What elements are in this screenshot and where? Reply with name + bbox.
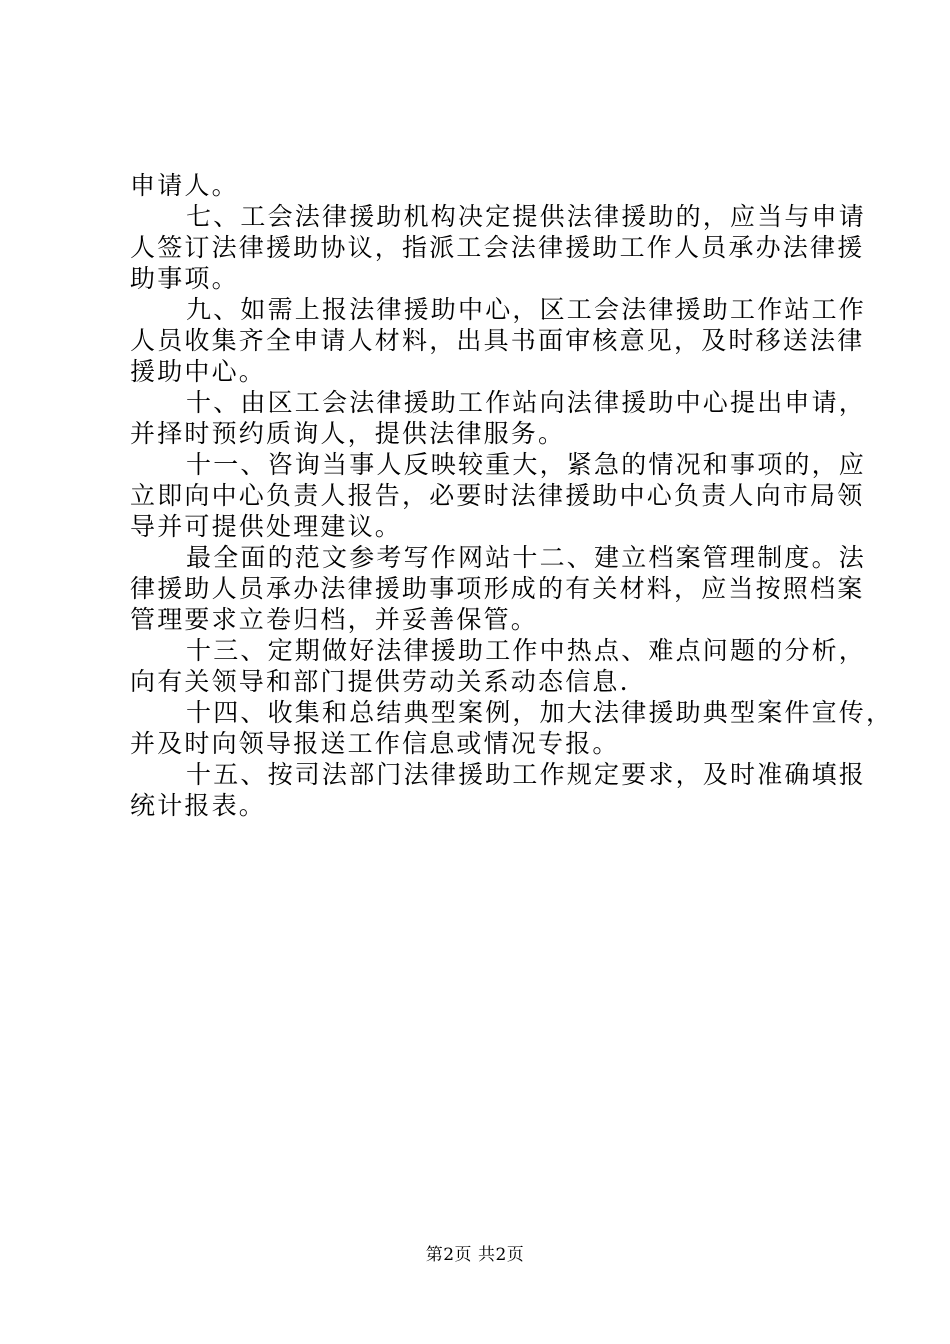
paragraph-line: 申请人。 <box>130 171 239 200</box>
paragraph-line: 并择时预约质询人，提供法律服务。 <box>130 419 566 448</box>
paragraph-line: 统计报表。 <box>130 791 267 820</box>
paragraph-line: 管理要求立卷归档，并妥善保管。 <box>130 605 539 634</box>
paragraph-line: 助事项。 <box>130 264 239 293</box>
paragraph-line: 十五、按司法部门法律援助工作规定要求，及时准确填报 <box>186 760 867 789</box>
paragraph-line: 援助中心。 <box>130 357 267 386</box>
paragraph-line: 九、如需上报法律援助中心，区工会法律援助工作站工作 <box>186 295 867 324</box>
paragraph-line: 立即向中心负责人报告，必要时法律援助中心负责人向市局领 <box>130 481 865 510</box>
page-number-footer: 第2页 共2页 <box>425 1245 525 1265</box>
paragraph-line: 导并可提供处理建议。 <box>130 512 403 541</box>
paragraph-line: 十、由区工会法律援助工作站向法律援助中心提出申请， <box>186 388 867 417</box>
paragraph-line: 最全面的范文参考写作网站十二、建立档案管理制度。法 <box>186 543 867 572</box>
paragraph-line: 七、工会法律援助机构决定提供法律援助的，应当与申请 <box>186 202 867 231</box>
paragraph-line: 并及时向领导报送工作信息或情况专报。 <box>130 729 620 758</box>
paragraph-line: 十四、收集和总结典型案例，加大法律援助典型案件宣传， <box>186 698 894 727</box>
paragraph-line: 律援助人员承办法律援助事项形成的有关材料，应当按照档案 <box>130 574 865 603</box>
paragraph-line: 向有关领导和部门提供劳动关系动态信息. <box>130 667 630 696</box>
paragraph-line: 十三、定期做好法律援助工作中热点、难点问题的分析， <box>186 636 867 665</box>
paragraph-line: 十一、咨询当事人反映较重大，紧急的情况和事项的，应 <box>186 450 867 479</box>
document-body <box>130 170 894 821</box>
paragraph-line: 人签订法律援助协议，指派工会法律援助工作人员承办法律援 <box>130 233 865 262</box>
paragraph-line: 人员收集齐全申请人材料，出具书面审核意见，及时移送法律 <box>130 326 865 355</box>
